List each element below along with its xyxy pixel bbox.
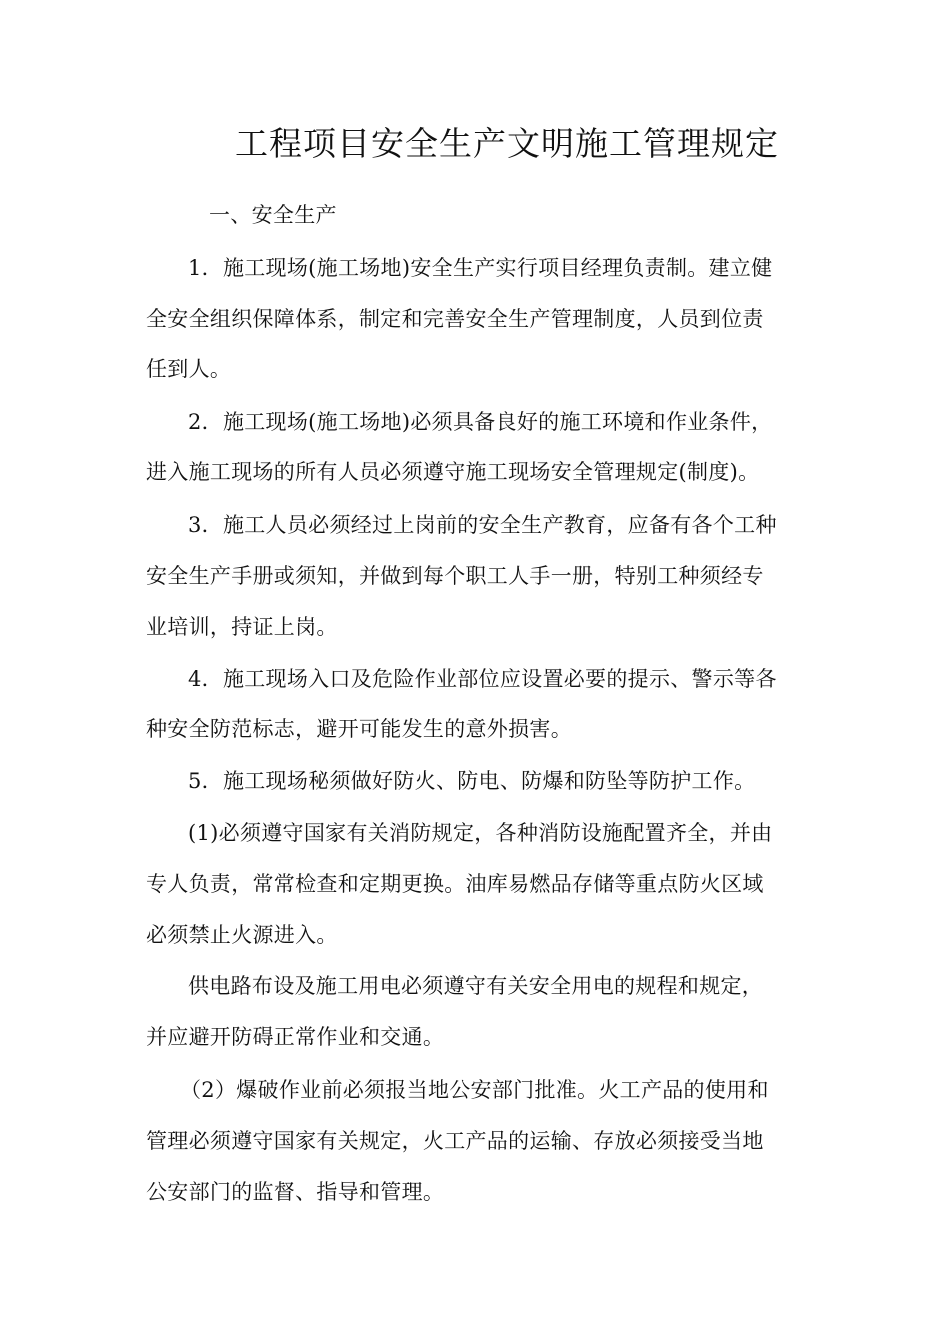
paragraph-line: （2）爆破作业前必须报当地公安部门批准。火工产品的使用和 [180, 1078, 769, 1102]
paragraph-line: 全安全组织保障体系，制定和完善安全生产管理制度，人员到位责 [146, 307, 764, 331]
paragraph-line: 4．施工现场入口及危险作业部位应设置必要的提示、警示等各 [188, 667, 777, 691]
paragraph-line: 任到人。 [146, 357, 232, 381]
paragraph-line: 公安部门的监督、指导和管理。 [146, 1180, 445, 1204]
paragraph-line: 2．施工现场(施工场地)必须具备良好的施工环境和作业条件， [188, 410, 773, 434]
paragraph-line: 管理必须遵守国家有关规定，火工产品的运输、存放必须接受当地 [146, 1129, 764, 1153]
paragraph-line: 安全生产手册或须知，并做到每个职工人手一册，特别工种须经专 [146, 564, 764, 588]
paragraph-line: 必须禁止火源进入。 [146, 923, 338, 947]
paragraph-line: 进入施工现场的所有人员必须遵守施工现场安全管理规定(制度)。 [146, 460, 760, 484]
paragraph-line: (1)必须遵守国家有关消防规定，各种消防设施配置齐全，并由 [188, 821, 773, 845]
paragraph-line: 供电路布设及施工用电必须遵守有关安全用电的规程和规定， [188, 974, 764, 998]
document-title: 工程项目安全生产文明施工管理规定 [235, 124, 779, 163]
paragraph-line: 3．施工人员必须经过上岗前的安全生产教育，应备有各个工种 [188, 513, 777, 537]
paragraph-line: 5．施工现场秘须做好防火、防电、防爆和防坠等防护工作。 [188, 769, 756, 793]
paragraph-line: 并应避开防碍正常作业和交通。 [146, 1025, 445, 1049]
section-heading: 一、安全生产 [209, 203, 337, 227]
paragraph-line: 专人负责，常常检查和定期更换。油库易燃品存储等重点防火区域 [146, 872, 764, 896]
paragraph-line: 1．施工现场(施工场地)安全生产实行项目经理负责制。建立健 [188, 256, 773, 280]
paragraph-line: 种安全防范标志，避开可能发生的意外损害。 [146, 717, 572, 741]
paragraph-line: 业培训，持证上岗。 [146, 615, 338, 639]
